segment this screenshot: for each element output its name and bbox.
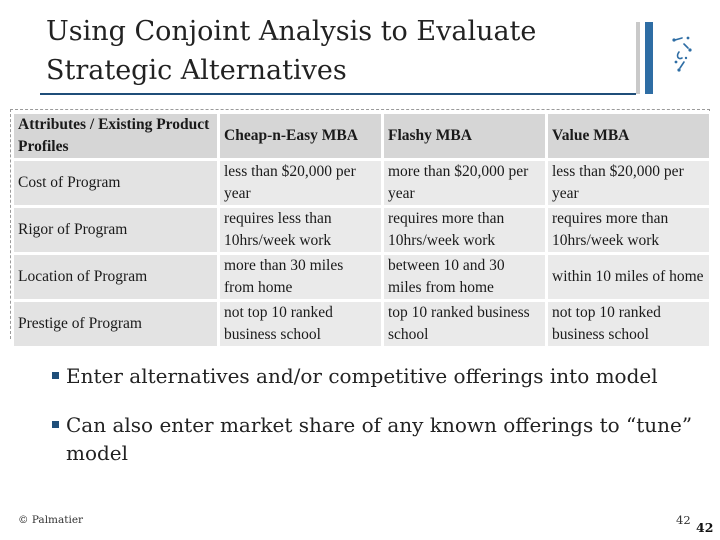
table-cell: less than $20,000 per year (547, 160, 711, 207)
header-cheap-n-easy: Cheap-n-Easy MBA (219, 113, 383, 160)
table-cell: more than $20,000 per year (383, 160, 547, 207)
header-value: Value MBA (547, 113, 711, 160)
table-header-row (13, 113, 711, 160)
table-cell: requires less than 10hrs/week work (219, 207, 383, 254)
bullet-text: Enter alternatives and/or competitive offerings into model (66, 364, 658, 388)
table-row (13, 301, 711, 348)
row-attribute: Rigor of Program (13, 207, 219, 254)
table-cell: not top 10 ranked business school (547, 301, 711, 348)
row-attribute: Prestige of Program (13, 301, 219, 348)
header-attributes: Attributes / Existing Product Profiles (13, 113, 219, 160)
table-row (13, 207, 711, 254)
table-cell: requires more than 10hrs/week work (383, 207, 547, 254)
page-number: 42 (676, 513, 691, 527)
table-cell: between 10 and 30 miles from home (383, 254, 547, 301)
bullet-square-icon (52, 372, 59, 379)
bullet-text: Can also enter market share of any known offerings to “tune” model (66, 413, 693, 465)
table-row (13, 254, 711, 301)
product-profiles-table (11, 111, 712, 349)
table-cell: requires more than 10hrs/week work (547, 207, 711, 254)
logo-icon (670, 32, 694, 76)
table-row (13, 160, 711, 207)
corner-page-number: 42 (696, 520, 714, 535)
table-cell: within 10 miles of home (547, 254, 711, 301)
table-cell: not top 10 ranked business school (219, 301, 383, 348)
table-cell: less than $20,000 per year (219, 160, 383, 207)
row-attribute: Location of Program (13, 254, 219, 301)
table-cell: top 10 ranked business school (383, 301, 547, 348)
header-flashy: Flashy MBA (383, 113, 547, 160)
slide-title: Using Conjoint Analysis to Evaluate Strategic Alternatives (46, 16, 537, 86)
bullet-square-icon (52, 421, 59, 428)
bullet-list (52, 362, 712, 467)
row-attribute: Cost of Program (13, 160, 219, 207)
bullet-item (52, 411, 712, 467)
table-cell: more than 30 miles from home (219, 254, 383, 301)
title-divider (40, 93, 636, 95)
copyright-footer: © Palmatier (18, 514, 84, 526)
decorative-blue-bar (645, 22, 653, 94)
bullet-item (52, 362, 712, 390)
decorative-gray-bar (636, 22, 640, 94)
